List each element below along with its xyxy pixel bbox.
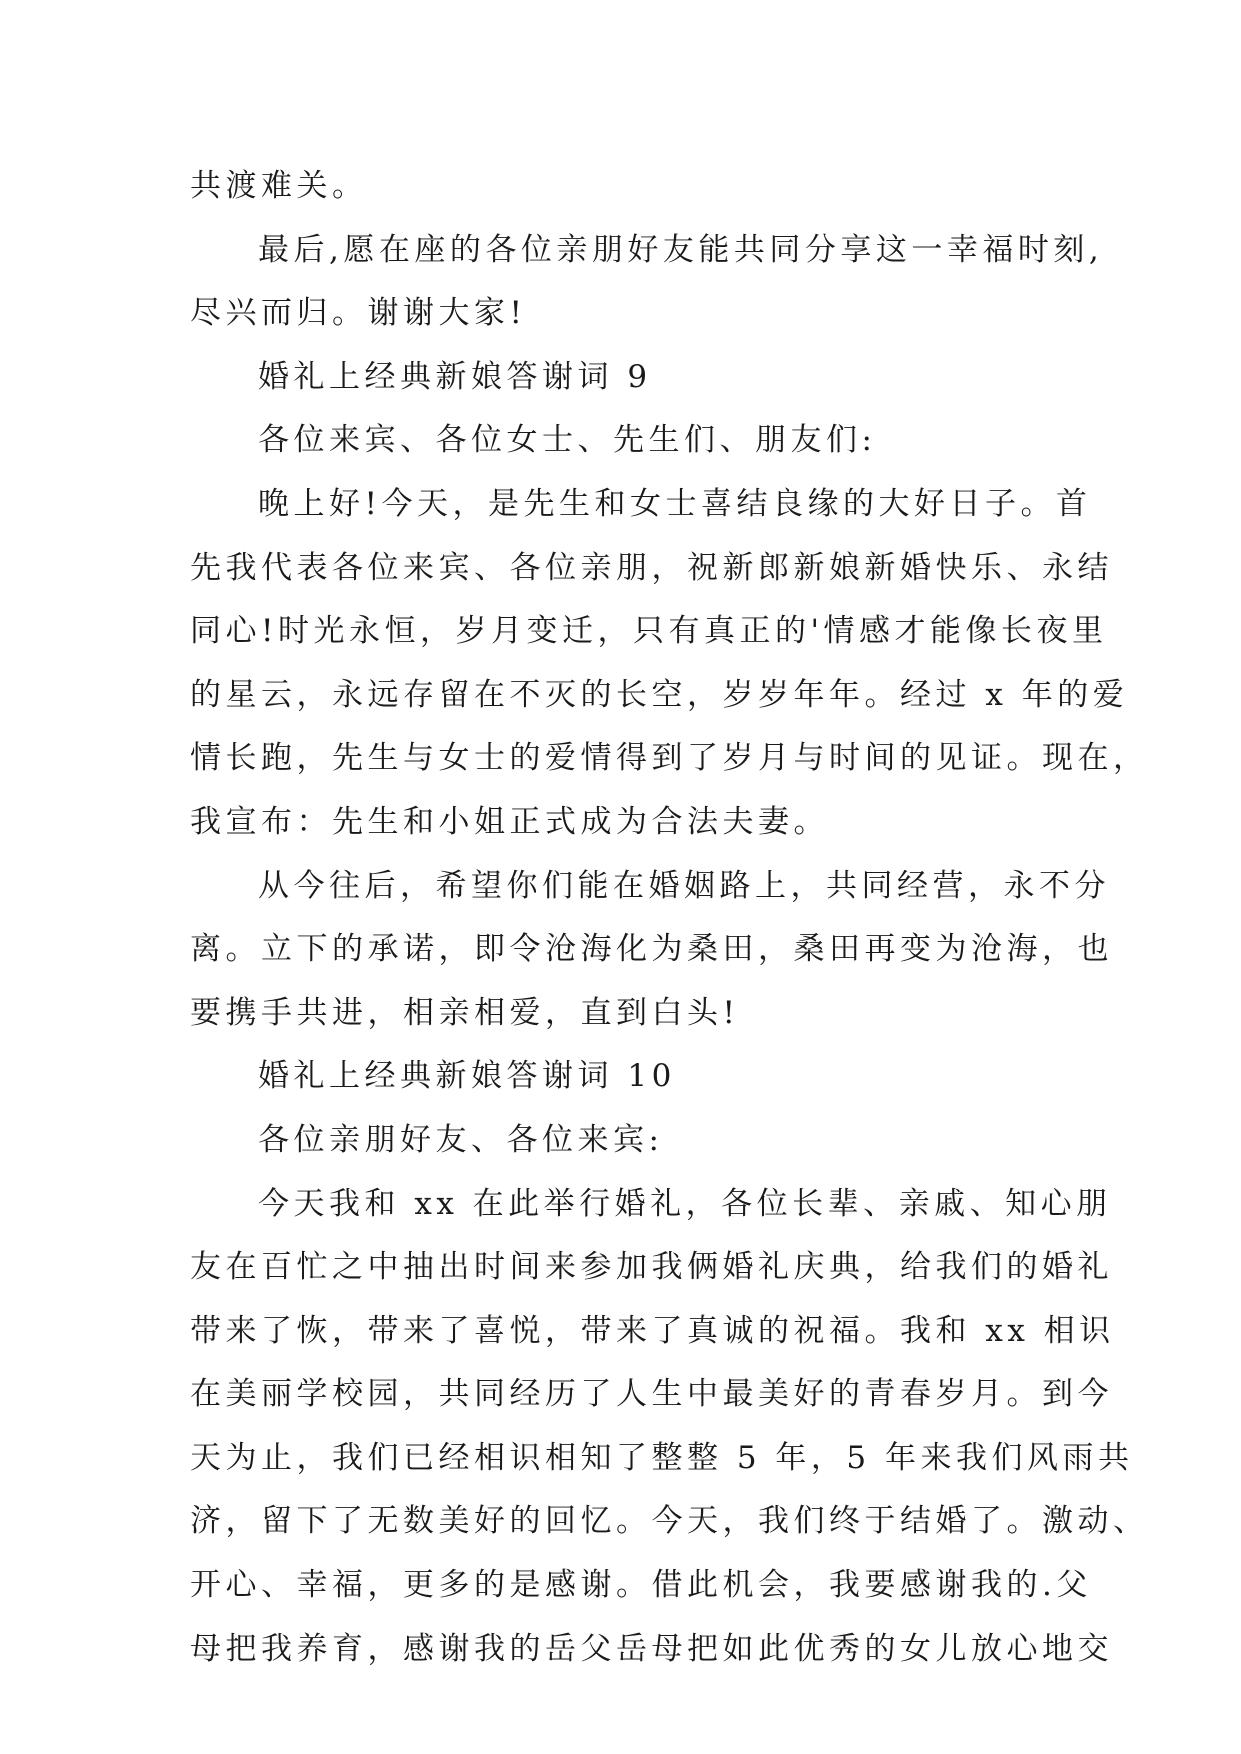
text-line: 共渡难关。 — [190, 168, 368, 204]
salutation: 各位亲朋好友、各位来宾: — [258, 1121, 664, 1158]
text-line: 母把我养育，感谢我的岳父岳母把如此优秀的女儿放心地交 — [190, 1630, 1113, 1667]
text-line: 同心!时光永恒，岁月变迁，只有真正的'情感才能像长夜里 — [190, 613, 1108, 650]
document-body — [190, 155, 1149, 1681]
text-line: 友在百忙之中抽出时间来参加我俩婚礼庆典，给我们的婚礼 — [190, 1249, 1113, 1286]
text-line: 在美丽学校园，共同经历了人生中最美好的青春岁月。到今 — [190, 1376, 1113, 1413]
text-line: 开心、幸福，更多的是感谢。借此机会，我要感谢我的.父 — [190, 1567, 1092, 1604]
text-line: 的星云，永远存留在不灭的长空，岁岁年年。经过 x 年的爱 — [190, 676, 1129, 713]
text-line: 我宣布：先生和小姐正式成为合法夫妻。 — [190, 803, 829, 840]
section-heading: 婚礼上经典新娘答谢词 9 — [258, 358, 652, 395]
text-line: 尽兴而归。谢谢大家! — [190, 295, 527, 332]
text-line: 要携手共进，相亲相爱，直到白头! — [190, 994, 740, 1031]
text-line: 离。立下的承诺，即令沧海化为桑田，桑田再变为沧海，也 — [190, 931, 1113, 968]
salutation: 各位来宾、各位女士、先生们、朋友们: — [258, 422, 877, 459]
text-line: 先我代表各位来宾、各位亲朋，祝新郎新娘新婚快乐、永结 — [190, 549, 1113, 586]
text-line: 从今往后，希望你们能在婚姻路上，共同经营，永不分 — [258, 867, 1110, 904]
text-line: 晚上好!今天，是先生和女士喜结良缘的大好日子。首 — [258, 485, 1092, 522]
text-line: 情长跑，先生与女士的爱情得到了岁月与时间的见证。现在， — [190, 740, 1149, 777]
text-line: 带来了恢，带来了喜悦，带来了真诚的祝福。我和 xx 相识 — [190, 1312, 1115, 1349]
section-heading: 婚礼上经典新娘答谢词 10 — [258, 1058, 676, 1095]
text-line: 今天我和 xx 在此举行婚礼，各位长辈、亲戚、知心朋 — [258, 1185, 1112, 1222]
text-line: 济，留下了无数美好的回忆。今天，我们终于结婚了。激动、 — [190, 1503, 1149, 1540]
text-line: 最后,愿在座的各位亲朋好友能共同分享这一幸福时刻, — [258, 231, 1104, 268]
text-line: 天为止，我们已经相识相知了整整 5 年，5 年来我们风雨共 — [190, 1439, 1134, 1476]
